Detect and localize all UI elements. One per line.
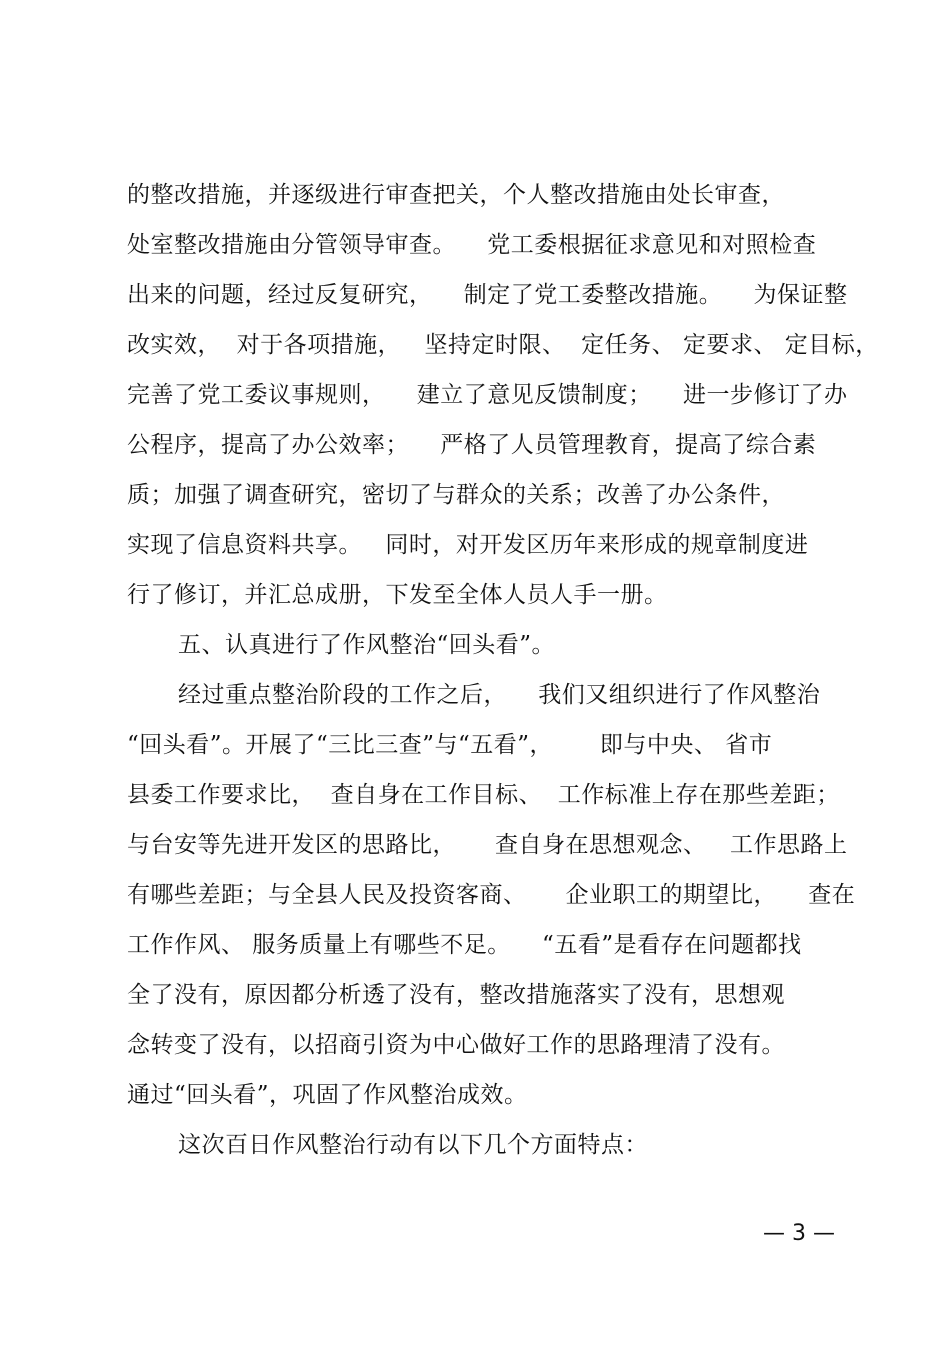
text-line-20: 这次百日作风整治行动有以下几个方面特点： — [178, 1132, 648, 1158]
text-line-8: 实现了信息资料共享。 同时，对开发区历年来形成的规章制度进 — [127, 532, 809, 558]
page-number: — 3 — — [763, 1221, 835, 1246]
text-line-19: 通过“回头看”，巩固了作风整治成效。 — [127, 1082, 528, 1108]
text-line-11: 经过重点整治阶段的工作之后， 我们又组织进行了作风整治 — [178, 682, 821, 708]
text-line-15: 有哪些差距；与全县人民及投资客商、 企业职工的期望比， 查在 — [127, 882, 856, 908]
text-line-17: 全了没有，原因都分析透了没有，整改措施落实了没有，思想观 — [127, 982, 785, 1008]
text-line-6: 公程序，提高了办公效率； 严格了人员管理教育，提高了综合素 — [127, 432, 817, 458]
text-line-18: 念转变了没有，以招商引资为中心做好工作的思路理清了没有。 — [127, 1032, 785, 1058]
text-line-2: 处室整改措施由分管领导审查。 党工委根据征求意见和对照检查 — [127, 232, 817, 258]
text-line-16: 工作作风、 服务质量上有哪些不足。 “五看”是看存在问题都找 — [127, 932, 802, 958]
text-line-4: 改实效， 对于各项措施， 坚持定时限、 定任务、 定要求、 定目标， — [127, 332, 879, 358]
text-line-5: 完善了党工委议事规则， 建立了意见反馈制度； 进一步修订了办 — [127, 382, 848, 408]
text-line-1: 的整改措施，并逐级进行审查把关，个人整改措施由处长审查， — [127, 182, 785, 208]
text-line-3: 出来的问题，经过反复研究， 制定了党工委整改措施。 为保证整 — [127, 282, 848, 308]
text-line-13: 县委工作要求比， 查自身在工作目标、 工作标准上存在那些差距； — [127, 782, 840, 808]
text-line-12: “回头看”。开展了“三比三查”与“五看”， 即与中央、 省市 — [127, 732, 773, 758]
text-line-9: 行了修订，并汇总成册，下发至全体人员人手一册。 — [127, 582, 668, 608]
section-heading: 五、认真进行了作风整治“回头看”。 — [178, 632, 556, 658]
text-line-14: 与台安等先进开发区的思路比， 查自身在思想观念、 工作思路上 — [127, 832, 848, 858]
text-line-7: 质；加强了调查研究，密切了与群众的关系；改善了办公条件， — [127, 482, 785, 508]
